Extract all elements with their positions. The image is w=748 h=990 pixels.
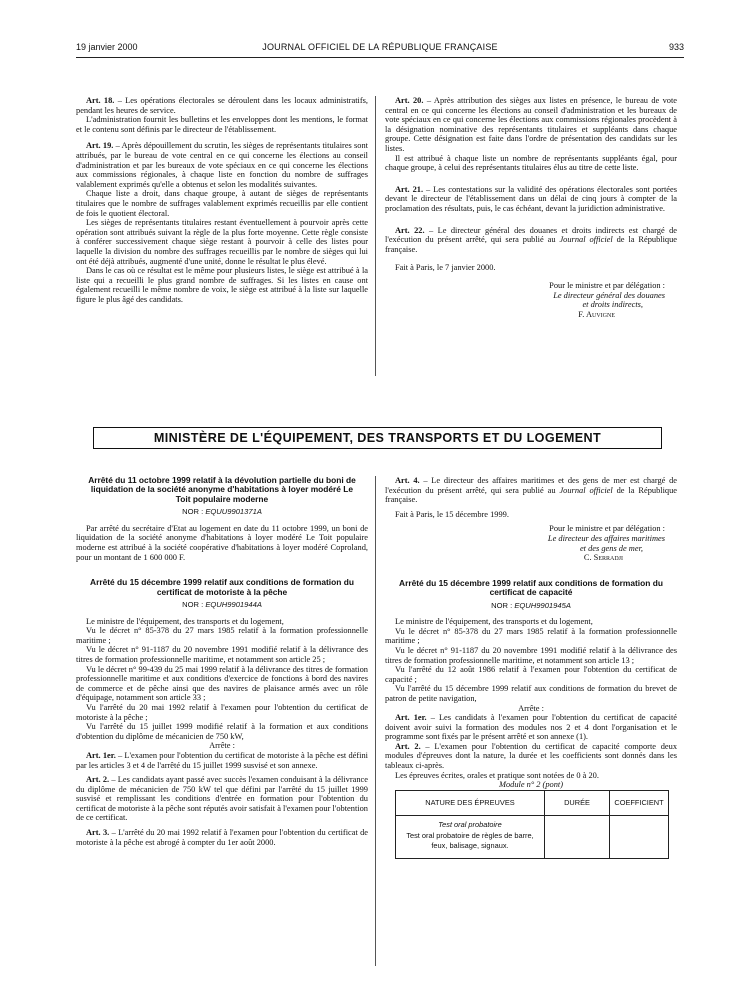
module-title: Module n° 2 (pont) xyxy=(498,780,564,790)
bottom-left-column xyxy=(76,476,368,847)
nor-code: EQUU9901371A xyxy=(205,507,262,517)
nor-code: EQUH9901945A xyxy=(514,600,571,610)
article-number: Art. 2. xyxy=(395,741,421,751)
paragraph: Vu le décret n° 91-1187 du 20 novembre 1991 modifié relatif à la délivrance des titres de formation professionnelle maritime, et notamment son article 13 ; xyxy=(385,645,677,665)
table-cell xyxy=(396,815,545,858)
decree-title: Arrêté du 11 octobre 1999 relatif à la dévolution partielle du boni de liquidation de la société anonyme d'habitations à loyer modéré Le Toit populaire moderne xyxy=(88,475,356,504)
paragraph: Le ministre de l'équipement, des transports et du logement, xyxy=(86,616,284,626)
module-table xyxy=(395,790,669,859)
column-separator xyxy=(375,96,376,376)
article-19 xyxy=(76,141,368,189)
row-description: Test oral probatoire de règles de barre, feux, balisage, signaux. xyxy=(406,831,534,851)
article-text: – Après dépouillement du scrutin, les sièges de représentants titulaires sont attribués, par le bureau de vote central en ce qui concerne les élections au conseil d'administration et par les bureaux de vote spéciaux en ce qui concerne les élections aux commissions régionales, à chaque liste en fonction du nombre de suffrages valablement exprimés qu'elle a obtenus et selon les modalités suivantes. xyxy=(76,141,368,189)
fait-a-paris: Fait à Paris, le 7 janvier 2000. xyxy=(395,263,496,273)
top-left-column xyxy=(76,96,368,304)
paragraph: Chaque liste a droit, dans chaque groupe, à autant de sièges de représentants titulaires que le nombre de suffrages valablement exprimés recueillis par elle contient de fois le quotient électoral. xyxy=(76,189,368,218)
header-page-number: 933 xyxy=(668,42,684,52)
decree-title: Arrêté du 15 décembre 1999 relatif aux conditions de formation du certificat de capacité xyxy=(399,577,663,598)
bottom-right-column xyxy=(385,476,677,859)
article-text: – Les candidats à l'examen pour l'obtention du certificat de capacité doivent avoir suivi la formation des modules nos 2 et 4 dont l'organisation et le programme sont fixés par le présent arrêté et son annexe (1). xyxy=(385,713,677,742)
article-2 xyxy=(385,742,677,771)
article-18 xyxy=(76,96,368,115)
paragraph: Par arrêté du secrétaire d'Etat au logement en date du 11 octobre 1999, un boni de liquidation de la société anonyme d'habitations à loyer modéré Le Toit populaire moderne est attribué à la société coopérative d'habitations à loyer modéré Coproland, pour un montant de 1 600 000 F. xyxy=(76,523,368,562)
paragraph: Les sièges de représentants titulaires restant éventuellement à pourvoir après cette opération sont attribués suivant la règle de la plus forte moyenne. Cette règle consiste à conférer successivement chaque siège restant à pourvoir à celle des listes pour laquelle la division du nombre des suffrages recueillis par le nombre de sièges qui lui ont été déjà attribués, augmenté d'une unité, donne le résultat le plus élevé. xyxy=(76,218,368,266)
article-text: – Le directeur des affaires maritimes et des gens de mer est chargé de l'exécution du présent arrêté, qui sera publié au xyxy=(385,476,677,495)
nor-label: NOR : xyxy=(182,600,206,609)
signature-block xyxy=(385,524,665,562)
column-header: DURÉE xyxy=(545,790,610,815)
signature-block xyxy=(385,281,665,319)
header-rule xyxy=(76,57,684,58)
column-header: NATURE DES ÉPREUVES xyxy=(396,790,545,815)
article-text: – L'arrêté du 20 mai 1992 relatif à l'examen pour l'obtention du certificat de motoriste à la pêche est abrogé à compter du 1er août 2000. xyxy=(76,828,368,847)
article-text: – L'examen pour l'obtention du certificat de motoriste à la pêche est défini par les articles 3 et 4 de l'arrêté du 15 juillet 1999 susvisé et son annexe. xyxy=(76,750,368,770)
paragraph: Vu l'arrêté du 15 juillet 1999 modifié relatif à la formation et aux conditions d'obtention du diplôme de mécanicien de 750 kW, xyxy=(76,722,368,741)
article-4 xyxy=(385,476,677,505)
signature-line: et des gens de mer, xyxy=(579,543,643,553)
row-title: Test oral probatoire xyxy=(438,819,502,829)
paragraph: Vu l'arrêté du 15 décembre 1999 relatif aux conditions de formation du brevet de patron de petite navigation, xyxy=(385,684,677,703)
paragraph: Le ministre de l'équipement, des transports et du logement, xyxy=(395,617,593,627)
journal-name: Journal officiel xyxy=(559,485,613,495)
nor-reference xyxy=(76,600,368,610)
paragraph: Vu l'arrêté du 12 août 1986 relatif à l'examen pour l'obtention du certificat de capacité ; xyxy=(385,665,677,684)
paragraph: Vu le décret n° 85-378 du 27 mars 1985 relatif à la formation professionnelle maritime ; xyxy=(76,626,368,645)
article-number: Art. 3. xyxy=(86,828,110,838)
decree-title: Arrêté du 15 décembre 1999 relatif aux conditions de formation du certificat de motoriste à la pêche xyxy=(90,577,354,597)
article-1 xyxy=(76,751,368,770)
paragraph: Vu le décret n° 85-378 du 27 mars 1985 relatif à la formation professionnelle maritime ; xyxy=(385,626,677,646)
signatory-name: F. Auvigne xyxy=(578,309,615,319)
article-text: – Après attribution des sièges aux listes en présence, le bureau de vote central en ce qui concerne les élections au conseil d'administration et les bureaux de vote spéciaux en ce qui concerne les élections aux commissions régionales procèdent à la désignation nominative des représentants titulaires et suppléants dans chaque groupe. Cette désignation est faite dans l'ordre de présentation des candidats sur les listes. xyxy=(385,96,677,153)
signature-line: Le directeur des affaires maritimes xyxy=(547,533,665,543)
table-cell xyxy=(545,815,610,858)
article-number: Art. 2. xyxy=(86,775,110,785)
nor-reference xyxy=(76,507,368,517)
signature-line: Le directeur général des douanes xyxy=(553,290,665,300)
column-separator xyxy=(375,476,376,966)
article-number: Art. 22. xyxy=(395,225,425,235)
column-header: COEFFICIENT xyxy=(610,790,669,815)
article-text: – Les contestations sur la validité des opérations électorales sont portées devant le directeur de l'établissement dans un délai de cinq jours à compter de la proclamation des résultats, puis, le cas échéant, devant la juridiction administrative. xyxy=(385,184,677,213)
page-header xyxy=(76,42,684,56)
article-number: Art. 20. xyxy=(395,96,424,105)
article-text: – L'examen pour l'obtention du certificat de capacité comporte deux modules d'épreuves dont la nature, la durée et les coefficients sont donnés dans les tableaux ci-après. xyxy=(385,741,678,771)
journal-name: Journal officiel xyxy=(559,235,613,245)
article-20 xyxy=(385,96,677,154)
nor-reference xyxy=(385,601,677,611)
article-text: de la République française. xyxy=(385,485,678,505)
top-right-column xyxy=(385,96,677,319)
article-21 xyxy=(385,185,677,214)
table-header-row xyxy=(396,790,669,815)
signature-line: Pour le ministre et par délégation : xyxy=(549,280,665,290)
signature-line: et droits indirects, xyxy=(582,300,643,310)
paragraph: Les épreuves écrites, orales et pratique sont notées de 0 à 20. xyxy=(395,770,599,780)
signatory-name: C. Serradji xyxy=(583,553,623,563)
article-22 xyxy=(385,226,677,255)
paragraph: Vu l'arrêté du 20 mai 1992 relatif à l'examen pour l'obtention du certificat de motoriste à la pêche ; xyxy=(76,702,368,722)
ministry-banner: MINISTÈRE DE L'ÉQUIPEMENT, DES TRANSPORTS ET DU LOGEMENT xyxy=(93,427,662,449)
article-text: de la République française. xyxy=(385,235,678,254)
article-number: Art. 4. xyxy=(395,476,420,485)
article-text: – Les candidats ayant passé avec succès l'examen conduisant à la délivrance du diplôme de mécanicien de 750 kW tel que défini par l'arrêté du 15 juillet 1999 susvisé et remplissant les conditions d'entrée en formation pour l'obtention du certificat de motoriste à la pêche sont réputés avoir satisfait à l'examen pour l'obtention de ce certificat. xyxy=(76,775,368,823)
article-text: – Les opérations électorales se déroulent dans les locaux administratifs, pendant les heures de service. xyxy=(76,96,368,115)
nor-label: NOR : xyxy=(182,507,206,517)
paragraph: Dans le cas où ce résultat est le même pour plusieurs listes, le siège est attribué à la liste qui a recueilli le plus grand nombre de suffrages. Si les listes en cause ont également recueilli le même nombre de voix, le siège est attribué à la liste sur laquelle figure le plus âgé des candidats. xyxy=(76,266,368,304)
article-number: Art. 18. xyxy=(86,96,115,105)
fait-a-paris: Fait à Paris, le 15 décembre 1999. xyxy=(395,509,509,519)
signature-line: Pour le ministre et par délégation : xyxy=(549,524,665,534)
article-number: Art. 19. xyxy=(86,141,114,151)
table-cell xyxy=(610,815,669,858)
arrete-heading: Arrête : xyxy=(209,741,235,751)
paragraph: Il est attribué à chaque liste un nombre de représentants suppléants égal, pour chaque groupe, à celui des représentants titulaires élus au titre de cette liste. xyxy=(385,153,677,173)
arrete-heading: Arrête : xyxy=(518,703,544,713)
article-number: Art. 21. xyxy=(395,184,424,194)
article-number: Art. 1er. xyxy=(395,713,427,723)
paragraph: Vu le décret n° 99-439 du 25 mai 1999 relatif à la délivrance des titres de formation professionnelle maritime et aux conditions d'exercice de fonctions à bord des navires de commerce et de pêche ainsi que des navires de plaisance armés avec un rôle d'équipage, notamment son article 33 ; xyxy=(76,664,368,703)
table-row xyxy=(396,815,669,858)
paragraph: Vu le décret n° 91-1187 du 20 novembre 1991 modifié relatif à la délivrance des titres de formation professionnelle maritime, et notamment son article 25 ; xyxy=(76,645,368,664)
article-1 xyxy=(385,713,677,742)
nor-label: NOR : xyxy=(491,600,515,610)
header-journal-title: JOURNAL OFFICIEL DE LA RÉPUBLIQUE FRANÇAISE xyxy=(262,42,498,52)
header-date: 19 janvier 2000 xyxy=(76,42,138,52)
article-text: – Le directeur général des douanes et droits indirects est chargé de l'exécution du présent arrêté, qui sera publié au xyxy=(385,225,677,245)
article-3 xyxy=(76,828,368,847)
article-2 xyxy=(76,775,368,823)
article-number: Art. 1er. xyxy=(86,750,116,760)
nor-code: EQUH9901944A xyxy=(205,600,262,609)
paragraph: L'administration fournit les bulletins et les enveloppes dont les mentions, le format et le contenu sont définis par le directeur de l'établissement. xyxy=(76,115,368,134)
